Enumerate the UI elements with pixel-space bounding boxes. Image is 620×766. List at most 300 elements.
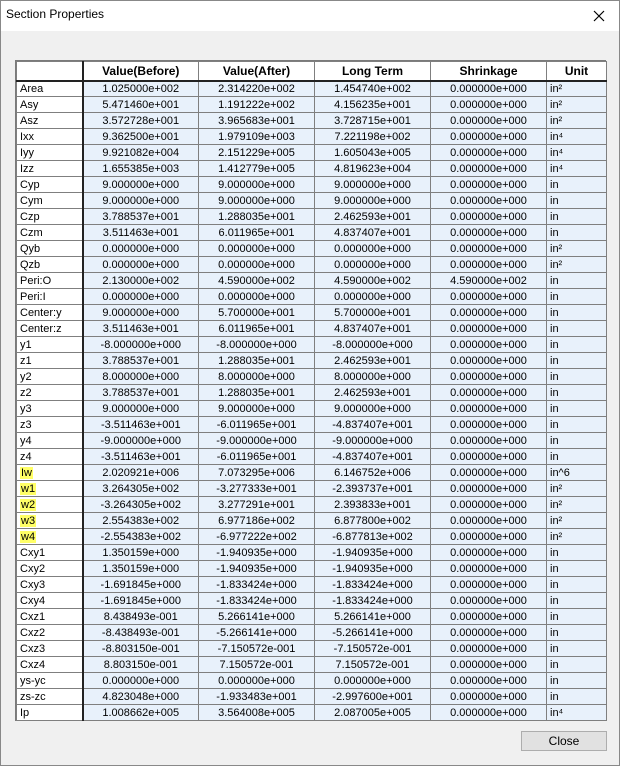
row-header[interactable] <box>17 337 83 353</box>
value-after-cell[interactable]: 9.000000e+000 <box>199 193 315 209</box>
long-term-cell[interactable]: -5.266141e+000 <box>315 625 431 641</box>
table-row[interactable] <box>17 225 607 241</box>
unit-cell[interactable]: in² <box>547 257 607 273</box>
shrinkage-cell[interactable]: 0.000000e+000 <box>431 113 547 129</box>
unit-cell[interactable]: in² <box>547 481 607 497</box>
column-header-unit[interactable]: Unit <box>547 62 607 81</box>
shrinkage-cell[interactable]: 0.000000e+000 <box>431 97 547 113</box>
table-row[interactable] <box>17 97 607 113</box>
row-header[interactable] <box>17 689 83 705</box>
row-label: w4 <box>21 530 36 543</box>
long-term-cell[interactable]: 0.000000e+000 <box>315 257 431 273</box>
shrinkage-cell[interactable]: 0.000000e+000 <box>431 561 547 577</box>
value-after-cell[interactable]: 9.000000e+000 <box>199 177 315 193</box>
value-before-cell[interactable]: 9.000000e+000 <box>83 177 199 193</box>
row-header[interactable] <box>17 81 83 97</box>
long-term-cell[interactable]: 0.000000e+000 <box>315 289 431 305</box>
unit-cell[interactable]: in⁴ <box>547 145 607 161</box>
unit-cell[interactable]: in <box>547 641 607 657</box>
long-term-cell[interactable]: -2.997600e+001 <box>315 689 431 705</box>
shrinkage-cell[interactable]: 0.000000e+000 <box>431 401 547 417</box>
shrinkage-cell[interactable]: 0.000000e+000 <box>431 193 547 209</box>
shrinkage-cell[interactable]: 0.000000e+000 <box>431 305 547 321</box>
long-term-cell[interactable]: -1.940935e+000 <box>315 545 431 561</box>
row-header[interactable] <box>17 209 83 225</box>
row-header[interactable] <box>17 177 83 193</box>
value-before-cell[interactable]: 3.788537e+001 <box>83 385 199 401</box>
table-row[interactable] <box>17 641 607 657</box>
value-before-cell[interactable]: 2.020921e+006 <box>83 465 199 481</box>
long-term-cell[interactable]: 1.454740e+002 <box>315 81 431 97</box>
value-after-cell[interactable]: 5.700000e+001 <box>199 305 315 321</box>
row-header[interactable] <box>17 145 83 161</box>
value-before-cell[interactable]: 3.511463e+001 <box>83 321 199 337</box>
row-header[interactable] <box>17 577 83 593</box>
value-after-cell[interactable]: -1.940935e+000 <box>199 561 315 577</box>
unit-cell[interactable]: in <box>547 305 607 321</box>
shrinkage-cell[interactable]: 0.000000e+000 <box>431 673 547 689</box>
value-before-cell[interactable]: -8.438493e-001 <box>83 625 199 641</box>
shrinkage-cell[interactable]: 0.000000e+000 <box>431 289 547 305</box>
long-term-cell[interactable]: 6.146752e+006 <box>315 465 431 481</box>
unit-cell[interactable]: in <box>547 353 607 369</box>
close-button[interactable]: Close <box>521 731 607 751</box>
unit-cell[interactable]: in² <box>547 513 607 529</box>
unit-cell[interactable]: in⁴ <box>547 161 607 177</box>
shrinkage-cell[interactable]: 0.000000e+000 <box>431 529 547 545</box>
row-header[interactable] <box>17 497 83 513</box>
long-term-cell[interactable]: -4.837407e+001 <box>315 417 431 433</box>
row-header[interactable] <box>17 593 83 609</box>
value-before-cell[interactable]: 2.130000e+002 <box>83 273 199 289</box>
long-term-cell[interactable]: 9.000000e+000 <box>315 401 431 417</box>
row-header[interactable] <box>17 705 83 721</box>
table-row[interactable] <box>17 561 607 577</box>
row-header[interactable] <box>17 273 83 289</box>
long-term-cell[interactable]: 2.462593e+001 <box>315 353 431 369</box>
row-header[interactable] <box>17 561 83 577</box>
unit-cell[interactable]: in <box>547 593 607 609</box>
table-row[interactable] <box>17 545 607 561</box>
value-after-cell[interactable]: -8.000000e+000 <box>199 337 315 353</box>
value-after-cell[interactable]: 1.288035e+001 <box>199 353 315 369</box>
row-header[interactable] <box>17 417 83 433</box>
value-before-cell[interactable]: 2.554383e+002 <box>83 513 199 529</box>
unit-cell[interactable]: in <box>547 177 607 193</box>
table-row[interactable] <box>17 81 607 97</box>
shrinkage-cell[interactable]: 0.000000e+000 <box>431 129 547 145</box>
value-after-cell[interactable]: -6.011965e+001 <box>199 417 315 433</box>
value-after-cell[interactable]: -1.833424e+000 <box>199 593 315 609</box>
row-header[interactable] <box>17 433 83 449</box>
unit-cell[interactable]: in <box>547 401 607 417</box>
value-before-cell[interactable]: 8.803150e-001 <box>83 657 199 673</box>
long-term-cell[interactable]: 7.221198e+002 <box>315 129 431 145</box>
column-header-value-before[interactable]: Value(Before) <box>83 62 199 81</box>
row-label: Cxz3 <box>20 642 46 655</box>
table-row[interactable] <box>17 689 607 705</box>
row-header[interactable] <box>17 257 83 273</box>
unit-cell[interactable]: in <box>547 545 607 561</box>
row-header[interactable] <box>17 225 83 241</box>
row-header[interactable] <box>17 641 83 657</box>
row-header[interactable] <box>17 129 83 145</box>
table-row[interactable] <box>17 129 607 145</box>
long-term-cell[interactable]: 7.150572e-001 <box>315 657 431 673</box>
unit-cell[interactable]: in <box>547 385 607 401</box>
long-term-cell[interactable]: -2.393737e+001 <box>315 481 431 497</box>
unit-cell[interactable]: in⁴ <box>547 705 607 721</box>
value-after-cell[interactable]: 2.314220e+002 <box>199 81 315 97</box>
table-row[interactable] <box>17 353 607 369</box>
table-row[interactable] <box>17 273 607 289</box>
value-after-cell[interactable]: -3.277333e+001 <box>199 481 315 497</box>
value-before-cell[interactable]: 9.000000e+000 <box>83 305 199 321</box>
table-row[interactable] <box>17 113 607 129</box>
shrinkage-cell[interactable]: 0.000000e+000 <box>431 465 547 481</box>
shrinkage-cell[interactable]: 0.000000e+000 <box>431 225 547 241</box>
row-header[interactable] <box>17 481 83 497</box>
long-term-cell[interactable]: 6.877800e+002 <box>315 513 431 529</box>
shrinkage-cell[interactable]: 0.000000e+000 <box>431 433 547 449</box>
value-before-cell[interactable]: 8.000000e+000 <box>83 369 199 385</box>
value-before-cell[interactable]: -2.554383e+002 <box>83 529 199 545</box>
value-before-cell[interactable]: -9.000000e+000 <box>83 433 199 449</box>
value-after-cell[interactable]: 6.011965e+001 <box>199 225 315 241</box>
long-term-cell[interactable]: -1.833424e+000 <box>315 577 431 593</box>
table-row[interactable] <box>17 481 607 497</box>
shrinkage-cell[interactable]: 0.000000e+000 <box>431 369 547 385</box>
shrinkage-cell[interactable]: 0.000000e+000 <box>431 641 547 657</box>
unit-cell[interactable]: in <box>547 449 607 465</box>
row-header[interactable] <box>17 401 83 417</box>
row-header[interactable] <box>17 289 83 305</box>
value-after-cell[interactable]: 3.965683e+001 <box>199 113 315 129</box>
row-header[interactable] <box>17 673 83 689</box>
shrinkage-cell[interactable]: 0.000000e+000 <box>431 513 547 529</box>
long-term-cell[interactable]: -9.000000e+000 <box>315 433 431 449</box>
shrinkage-cell[interactable]: 0.000000e+000 <box>431 497 547 513</box>
value-after-cell[interactable]: 1.979109e+003 <box>199 129 315 145</box>
unit-cell[interactable]: in² <box>547 241 607 257</box>
value-before-cell[interactable]: 3.264305e+002 <box>83 481 199 497</box>
table-row[interactable] <box>17 401 607 417</box>
column-header-long-term[interactable]: Long Term <box>315 62 431 81</box>
value-after-cell[interactable]: 1.288035e+001 <box>199 385 315 401</box>
table-row[interactable] <box>17 673 607 689</box>
unit-cell[interactable]: in² <box>547 81 607 97</box>
table-row[interactable] <box>17 209 607 225</box>
table-row[interactable] <box>17 529 607 545</box>
shrinkage-cell[interactable]: 0.000000e+000 <box>431 657 547 673</box>
unit-cell[interactable]: in <box>547 369 607 385</box>
long-term-cell[interactable]: 4.590000e+002 <box>315 273 431 289</box>
long-term-cell[interactable]: 4.837407e+001 <box>315 225 431 241</box>
unit-cell[interactable]: in² <box>547 113 607 129</box>
value-before-cell[interactable]: -3.511463e+001 <box>83 449 199 465</box>
value-before-cell[interactable]: 1.350159e+000 <box>83 561 199 577</box>
row-label: w2 <box>21 498 36 511</box>
table-row[interactable] <box>17 433 607 449</box>
table-row[interactable] <box>17 305 607 321</box>
row-header[interactable] <box>17 321 83 337</box>
row-label: Peri:O <box>20 274 52 287</box>
unit-cell[interactable]: in <box>547 193 607 209</box>
value-after-cell[interactable]: 0.000000e+000 <box>199 241 315 257</box>
shrinkage-cell[interactable]: 0.000000e+000 <box>431 209 547 225</box>
unit-cell[interactable]: in <box>547 673 607 689</box>
unit-cell[interactable]: in <box>547 289 607 305</box>
value-before-cell[interactable]: 3.572728e+001 <box>83 113 199 129</box>
value-before-cell[interactable]: 8.438493e-001 <box>83 609 199 625</box>
unit-cell[interactable]: in² <box>547 97 607 113</box>
long-term-cell[interactable]: 5.700000e+001 <box>315 305 431 321</box>
table-row[interactable] <box>17 257 607 273</box>
row-label: ys-yc <box>20 674 46 687</box>
long-term-cell[interactable]: 4.156235e+001 <box>315 97 431 113</box>
table-row[interactable] <box>17 321 607 337</box>
long-term-cell[interactable]: -1.833424e+000 <box>315 593 431 609</box>
value-after-cell[interactable]: 7.150572e-001 <box>199 657 315 673</box>
value-after-cell[interactable]: 3.277291e+001 <box>199 497 315 513</box>
unit-cell[interactable]: in <box>547 273 607 289</box>
unit-cell[interactable]: in <box>547 689 607 705</box>
value-before-cell[interactable]: 1.025000e+002 <box>83 81 199 97</box>
row-label: Cxy3 <box>20 578 46 591</box>
shrinkage-cell[interactable]: 0.000000e+000 <box>431 577 547 593</box>
long-term-cell[interactable]: 8.000000e+000 <box>315 369 431 385</box>
value-before-cell[interactable]: 4.823048e+000 <box>83 689 199 705</box>
row-header[interactable] <box>17 465 83 481</box>
unit-cell[interactable]: in² <box>547 497 607 513</box>
table-row[interactable] <box>17 193 607 209</box>
value-before-cell[interactable]: 1.350159e+000 <box>83 545 199 561</box>
value-after-cell[interactable]: 0.000000e+000 <box>199 257 315 273</box>
value-before-cell[interactable]: 1.008662e+005 <box>83 705 199 721</box>
shrinkage-cell[interactable]: 0.000000e+000 <box>431 145 547 161</box>
value-before-cell[interactable]: -3.511463e+001 <box>83 417 199 433</box>
value-before-cell[interactable]: 0.000000e+000 <box>83 257 199 273</box>
close-window-button[interactable] <box>579 1 619 31</box>
shrinkage-cell[interactable]: 0.000000e+000 <box>431 609 547 625</box>
table-row[interactable] <box>17 705 607 721</box>
table-row[interactable] <box>17 657 607 673</box>
value-after-cell[interactable]: -1.833424e+000 <box>199 577 315 593</box>
value-after-cell[interactable]: 1.288035e+001 <box>199 209 315 225</box>
value-before-cell[interactable]: 3.788537e+001 <box>83 353 199 369</box>
table-row[interactable] <box>17 241 607 257</box>
unit-cell[interactable]: in <box>547 209 607 225</box>
row-header[interactable] <box>17 529 83 545</box>
value-before-cell[interactable]: -8.000000e+000 <box>83 337 199 353</box>
long-term-cell[interactable]: -7.150572e-001 <box>315 641 431 657</box>
row-header[interactable] <box>17 609 83 625</box>
shrinkage-cell[interactable]: 0.000000e+000 <box>431 257 547 273</box>
long-term-cell[interactable]: 4.837407e+001 <box>315 321 431 337</box>
unit-cell[interactable]: in <box>547 433 607 449</box>
row-header[interactable] <box>17 241 83 257</box>
long-term-cell[interactable]: 9.000000e+000 <box>315 193 431 209</box>
shrinkage-cell[interactable]: 0.000000e+000 <box>431 321 547 337</box>
shrinkage-cell[interactable]: 0.000000e+000 <box>431 81 547 97</box>
long-term-cell[interactable]: 2.393833e+001 <box>315 497 431 513</box>
value-after-cell[interactable]: -7.150572e-001 <box>199 641 315 657</box>
value-after-cell[interactable]: 9.000000e+000 <box>199 401 315 417</box>
unit-cell[interactable]: in <box>547 625 607 641</box>
shrinkage-cell[interactable]: 0.000000e+000 <box>431 241 547 257</box>
column-header-shrinkage[interactable]: Shrinkage <box>431 62 547 81</box>
shrinkage-cell[interactable]: 0.000000e+000 <box>431 161 547 177</box>
row-header[interactable] <box>17 545 83 561</box>
table-row[interactable] <box>17 177 607 193</box>
value-before-cell[interactable]: 0.000000e+000 <box>83 289 199 305</box>
unit-cell[interactable]: in^6 <box>547 465 607 481</box>
value-before-cell[interactable]: 9.921082e+004 <box>83 145 199 161</box>
long-term-cell[interactable]: -6.877813e+002 <box>315 529 431 545</box>
shrinkage-cell[interactable]: 0.000000e+000 <box>431 337 547 353</box>
value-after-cell[interactable]: 7.073295e+006 <box>199 465 315 481</box>
shrinkage-cell[interactable]: 0.000000e+000 <box>431 353 547 369</box>
table-row[interactable] <box>17 465 607 481</box>
long-term-cell[interactable]: 2.462593e+001 <box>315 385 431 401</box>
long-term-cell[interactable]: -1.940935e+000 <box>315 561 431 577</box>
shrinkage-cell[interactable]: 0.000000e+000 <box>431 625 547 641</box>
value-before-cell[interactable]: 3.788537e+001 <box>83 209 199 225</box>
value-before-cell[interactable]: 5.471460e+001 <box>83 97 199 113</box>
long-term-cell[interactable]: 0.000000e+000 <box>315 673 431 689</box>
properties-grid[interactable] <box>15 60 606 721</box>
row-header[interactable] <box>17 625 83 641</box>
shrinkage-cell[interactable]: 0.000000e+000 <box>431 593 547 609</box>
window-title: Section Properties <box>6 7 105 21</box>
value-before-cell[interactable]: 0.000000e+000 <box>83 673 199 689</box>
row-header[interactable] <box>17 161 83 177</box>
row-header[interactable] <box>17 113 83 129</box>
long-term-cell[interactable]: 4.819623e+004 <box>315 161 431 177</box>
shrinkage-cell[interactable]: 0.000000e+000 <box>431 689 547 705</box>
shrinkage-cell[interactable]: 0.000000e+000 <box>431 545 547 561</box>
row-header[interactable] <box>17 97 83 113</box>
unit-cell[interactable]: in <box>547 609 607 625</box>
unit-cell[interactable]: in⁴ <box>547 129 607 145</box>
long-term-cell[interactable]: -8.000000e+000 <box>315 337 431 353</box>
value-before-cell[interactable]: 9.362500e+001 <box>83 129 199 145</box>
row-header[interactable] <box>17 193 83 209</box>
column-header-value-after[interactable]: Value(After) <box>199 62 315 81</box>
unit-cell[interactable]: in <box>547 561 607 577</box>
table-row[interactable] <box>17 449 607 465</box>
row-label: Peri:I <box>20 290 46 303</box>
value-before-cell[interactable]: -8.803150e-001 <box>83 641 199 657</box>
long-term-cell[interactable]: 2.087005e+005 <box>315 705 431 721</box>
long-term-cell[interactable]: 2.462593e+001 <box>315 209 431 225</box>
value-after-cell[interactable]: 5.266141e+000 <box>199 609 315 625</box>
shrinkage-cell[interactable]: 4.590000e+002 <box>431 273 547 289</box>
shrinkage-cell[interactable]: 0.000000e+000 <box>431 177 547 193</box>
table-row[interactable] <box>17 385 607 401</box>
unit-cell[interactable]: in <box>547 657 607 673</box>
value-before-cell[interactable]: 0.000000e+000 <box>83 241 199 257</box>
table-row[interactable] <box>17 289 607 305</box>
table-row[interactable] <box>17 513 607 529</box>
value-after-cell[interactable]: 8.000000e+000 <box>199 369 315 385</box>
shrinkage-cell[interactable]: 0.000000e+000 <box>431 385 547 401</box>
shrinkage-cell[interactable]: 0.000000e+000 <box>431 449 547 465</box>
value-after-cell[interactable]: -6.977222e+002 <box>199 529 315 545</box>
value-before-cell[interactable]: -1.691845e+000 <box>83 577 199 593</box>
value-before-cell[interactable]: 1.655385e+003 <box>83 161 199 177</box>
shrinkage-cell[interactable]: 0.000000e+000 <box>431 417 547 433</box>
value-after-cell[interactable]: -1.933483e+001 <box>199 689 315 705</box>
table-row[interactable] <box>17 369 607 385</box>
row-header[interactable] <box>17 449 83 465</box>
shrinkage-cell[interactable]: 0.000000e+000 <box>431 705 547 721</box>
row-header[interactable] <box>17 305 83 321</box>
row-header[interactable] <box>17 369 83 385</box>
unit-cell[interactable]: in² <box>547 529 607 545</box>
unit-cell[interactable]: in <box>547 225 607 241</box>
unit-cell[interactable]: in <box>547 337 607 353</box>
value-after-cell[interactable]: 4.590000e+002 <box>199 273 315 289</box>
unit-cell[interactable]: in <box>547 321 607 337</box>
row-label: Cym <box>20 194 43 207</box>
value-before-cell[interactable]: 9.000000e+000 <box>83 401 199 417</box>
value-before-cell[interactable]: -3.264305e+002 <box>83 497 199 513</box>
long-term-cell[interactable]: 3.728715e+001 <box>315 113 431 129</box>
value-after-cell[interactable]: 2.151229e+005 <box>199 145 315 161</box>
value-before-cell[interactable]: 3.511463e+001 <box>83 225 199 241</box>
value-after-cell[interactable]: -9.000000e+000 <box>199 433 315 449</box>
table-row[interactable] <box>17 337 607 353</box>
table-row[interactable] <box>17 161 607 177</box>
long-term-cell[interactable]: 5.266141e+000 <box>315 609 431 625</box>
value-after-cell[interactable]: -6.011965e+001 <box>199 449 315 465</box>
unit-cell[interactable]: in <box>547 417 607 433</box>
row-header[interactable] <box>17 657 83 673</box>
value-before-cell[interactable]: -1.691845e+000 <box>83 593 199 609</box>
value-after-cell[interactable]: -5.266141e+000 <box>199 625 315 641</box>
table-row[interactable] <box>17 609 607 625</box>
value-after-cell[interactable]: 6.011965e+001 <box>199 321 315 337</box>
value-before-cell[interactable]: 9.000000e+000 <box>83 193 199 209</box>
value-after-cell[interactable]: -1.940935e+000 <box>199 545 315 561</box>
row-header[interactable] <box>17 513 83 529</box>
long-term-cell[interactable]: 9.000000e+000 <box>315 177 431 193</box>
row-label: z2 <box>20 386 32 399</box>
shrinkage-cell[interactable]: 0.000000e+000 <box>431 481 547 497</box>
long-term-cell[interactable]: 0.000000e+000 <box>315 241 431 257</box>
value-after-cell[interactable]: 1.412779e+005 <box>199 161 315 177</box>
long-term-cell[interactable]: 1.605043e+005 <box>315 145 431 161</box>
long-term-cell[interactable]: -4.837407e+001 <box>315 449 431 465</box>
table-row[interactable] <box>17 145 607 161</box>
value-after-cell[interactable]: 1.191222e+002 <box>199 97 315 113</box>
unit-cell[interactable]: in <box>547 577 607 593</box>
value-after-cell[interactable]: 0.000000e+000 <box>199 673 315 689</box>
row-label: w1 <box>21 482 36 495</box>
table-row[interactable] <box>17 593 607 609</box>
row-header[interactable] <box>17 385 83 401</box>
row-header[interactable] <box>17 353 83 369</box>
value-after-cell[interactable]: 6.977186e+002 <box>199 513 315 529</box>
value-after-cell[interactable]: 0.000000e+000 <box>199 289 315 305</box>
table-row[interactable] <box>17 417 607 433</box>
table-row[interactable] <box>17 497 607 513</box>
table-row[interactable] <box>17 625 607 641</box>
table-row[interactable] <box>17 577 607 593</box>
value-after-cell[interactable]: 3.564008e+005 <box>199 705 315 721</box>
row-label: Ixx <box>20 130 35 143</box>
